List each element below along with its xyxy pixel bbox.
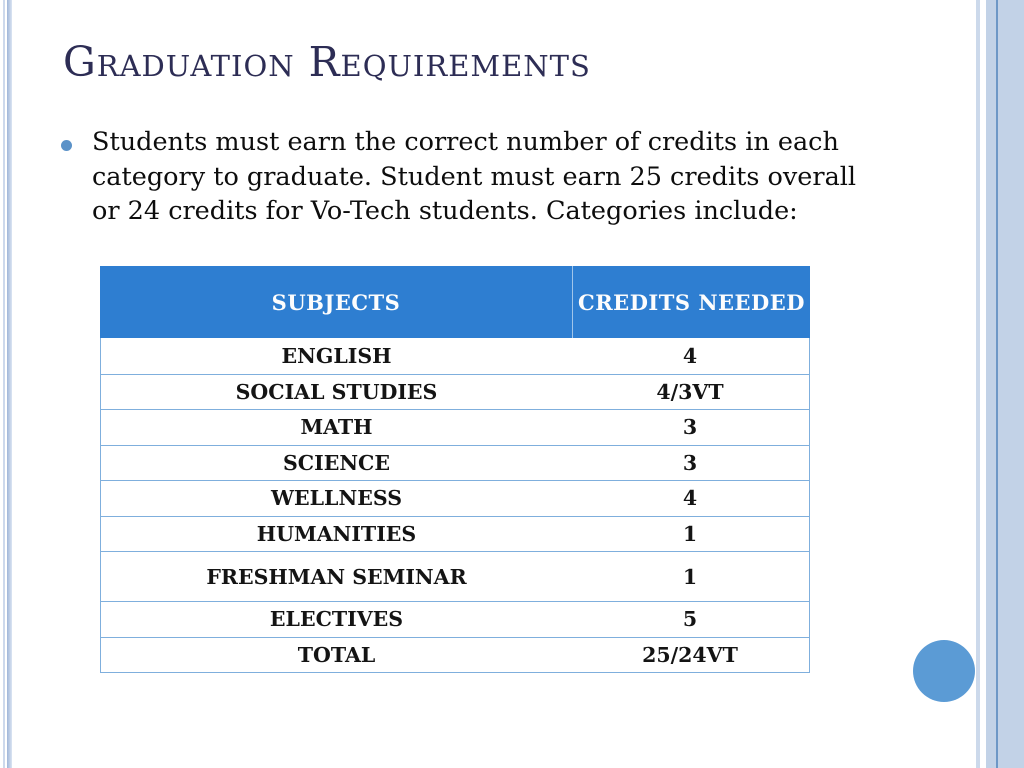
table-row [101, 637, 809, 673]
table-row [101, 374, 809, 410]
subject-cell: FRESHMAN SEMINAR [206, 564, 467, 589]
credits-cell: 25/24VT [642, 642, 738, 667]
bullet-paragraph [92, 125, 892, 229]
subject-cell: MATH [300, 415, 373, 440]
credits-cell: 1 [682, 564, 698, 589]
header-credits-needed: CREDITS NEEDED [578, 289, 805, 315]
header-subjects: SUBJECTS [100, 266, 573, 338]
credits-cell: 1 [682, 521, 698, 546]
left-edge-line [3, 0, 5, 768]
credits-table [100, 266, 810, 673]
credits-cell: 5 [682, 607, 698, 632]
bullet-icon [61, 140, 72, 151]
right-edge-band [986, 0, 1024, 768]
table-row [101, 409, 809, 445]
credits-cell: 3 [682, 415, 698, 440]
credits-cell: 4 [682, 486, 698, 511]
table-row [101, 480, 809, 516]
subject-cell: HUMANITIES [256, 521, 417, 546]
credits-cell: 3 [682, 450, 698, 475]
table-row [101, 551, 809, 601]
table-row [101, 445, 809, 481]
subject-cell: WELLNESS [271, 486, 402, 511]
bullet-line: category to graduate. Student must earn 25 credits overall [92, 161, 857, 192]
bullet-line: or 24 credits for Vo-Tech students. Categories include: [92, 196, 798, 226]
subject-cell: TOTAL [297, 642, 376, 667]
bullet-line: Students must earn the correct number of credits in each [92, 127, 839, 157]
subject-cell: SCIENCE [282, 450, 390, 475]
right-edge-accent-line [996, 0, 998, 768]
accent-circle [913, 640, 975, 702]
table-body [100, 338, 810, 673]
slide-title: Graduation Requirements [63, 38, 591, 86]
right-edge-line [976, 0, 980, 768]
subject-cell: SOCIAL STUDIES [235, 379, 438, 404]
subject-cell: ELECTIVES [269, 607, 404, 632]
subject-cell: ENGLISH [281, 343, 392, 368]
credits-cell: 4/3VT [656, 379, 724, 404]
table-row [101, 516, 809, 552]
table-header-row [100, 266, 810, 338]
credits-cell: 4 [682, 343, 698, 368]
left-edge-stripe [7, 0, 12, 768]
table-row [101, 601, 809, 637]
table-row [101, 338, 809, 374]
